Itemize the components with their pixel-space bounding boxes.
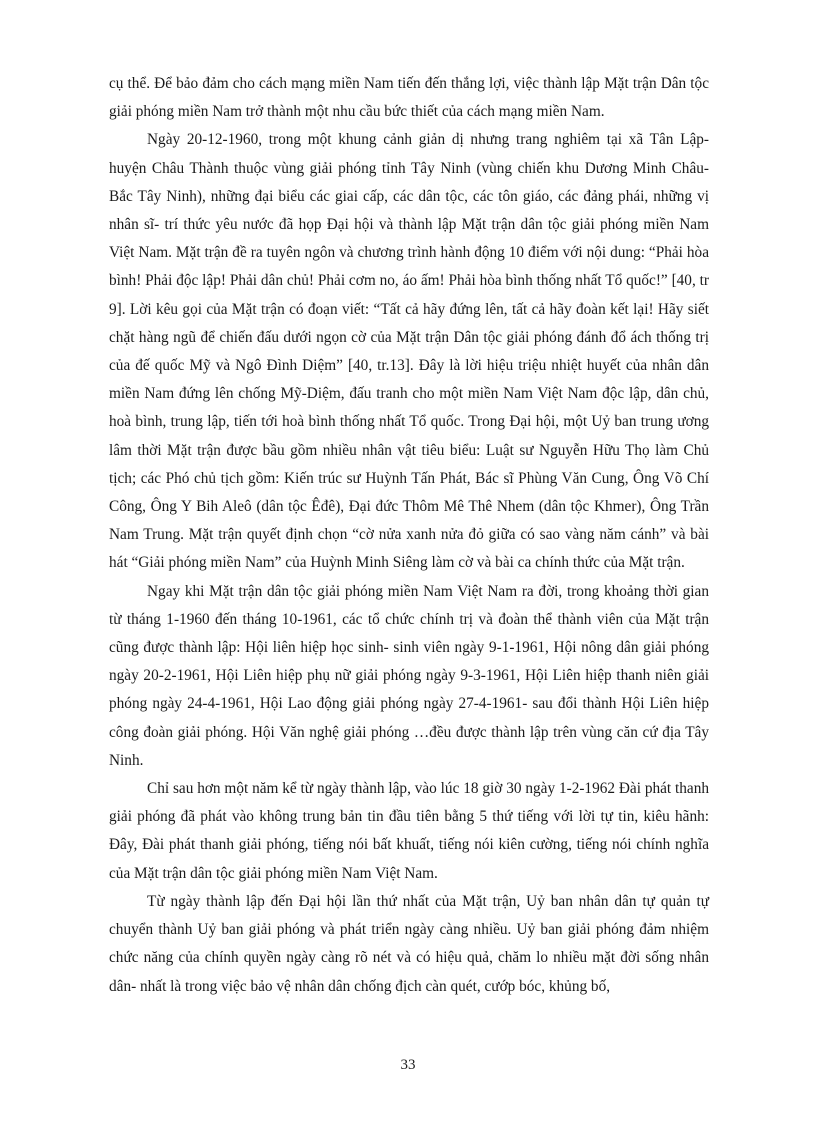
paragraph-3: Ngay khi Mặt trận dân tộc giải phóng miền Nam Việt Nam ra đời, trong khoảng thời gian từ tháng 1-1960 đến tháng 10-1961, các tổ chức chính trị và đoàn thể thành viên của Mặt trận cũng được thành lập: Hội liên hiệp học sinh- sinh viên ngày 9-1-1961, Hội nông dân giải phóng ngày 20-2-1961, Hội Liên hiệp phụ nữ giải phóng ngày 9-3-1961, Hội Liên hiệp thanh niên giải phóng ngày 24-4-1961, Hội Lao động giải phóng ngày 27-4-1961- sau đổi thành Hội Liên hiệp công đoàn giải phóng. Hội Văn nghệ giải phóng …đều được thành lập trên vùng căn cứ địa Tây Ninh. — [109, 582, 709, 769]
paragraph-1: cụ thể. Để bảo đảm cho cách mạng miền Nam tiến đến thắng lợi, việc thành lập Mặt trận Dân tộc giải phóng miền Nam trở thành một nhu cầu bức thiết của cách mạng miền Nam. — [109, 75, 709, 121]
paragraph-4: Chỉ sau hơn một năm kể từ ngày thành lập, vào lúc 18 giờ 30 ngày 1-2-1962 Đài phát thanh giải phóng đã phát vào không trung bản tin đầu tiên bằng 5 thứ tiếng với lời tự tin, kiêu hãnh: Đây, Đài phát thanh giải phóng, tiếng nói bất khuất, tiếng nói kiên cường, tiếng nói chính nghĩa của Mặt trận dân tộc giải phóng miền Nam Việt Nam. — [109, 780, 709, 882]
page-number: 33 — [400, 1057, 416, 1073]
document-body — [109, 70, 709, 1001]
paragraph-2: Ngày 20-12-1960, trong một khung cảnh giản dị nhưng trang nghiêm tại xã Tân Lập- huyện Châu Thành thuộc vùng giải phóng tỉnh Tây Ninh (vùng chiến khu Dương Minh Châu- Bắc Tây Ninh), những đại biểu các giai cấp, các dân tộc, các tôn giáo, các đảng phái, những vị nhân sĩ- trí thức yêu nước đã họp Đại hội và thành lập Mặt trận dân tộc giải phóng miền Nam Việt Nam. Mặt trận đề ra tuyên ngôn và chương trình hành động 10 điểm với nội dung: “Phải hòa bình! Phải độc lập! Phải dân chủ! Phải cơm no, áo ấm! Phải hòa bình thống nhất Tổ quốc!” [40, tr 9]. Lời kêu gọi của Mặt trận có đoạn viết: “Tất cả hãy đứng lên, tất cả hãy đoàn kết lại! Hãy siết chặt hàng ngũ để chiến đấu dưới ngọn cờ của Mặt trận Dân tộc giải phóng đánh đổ ách thống trị của đế quốc Mỹ và Ngô Đình Diệm” [40, tr.13]. Đây là lời hiệu triệu nhiệt huyết của nhân dân miền Nam đứng lên chống Mỹ-Diệm, đấu tranh cho một miền Nam Việt Nam độc lập, dân chủ, hoà bình, trung lập, tiến tới hoà bình thống nhất Tổ quốc. Trong Đại hội, một Uỷ ban trung ương lâm thời Mặt trận được bầu gồm nhiều nhân vật tiêu biểu: Luật sư Nguyễn Hữu Thọ làm Chủ tịch; các Phó chủ tịch gồm: Kiến trúc sư Huỳnh Tấn Phát, Bác sĩ Phùng Văn Cung, Ông Võ Chí Công, Ông Y Bih Aleô (dân tộc Êđê), Đại đức Thôm Mê Thê Nhem (dân tộc Khmer), Ông Trần Nam Trung. Mặt trận quyết định chọn “cờ nửa xanh nửa đỏ giữa có sao vàng năm cánh” và bài hát “Giải phóng miền Nam” của Huỳnh Minh Siêng làm cờ và bài ca chính thức của Mặt trận. — [109, 131, 709, 572]
paragraph-5: Từ ngày thành lập đến Đại hội lần thứ nhất của Mặt trận, Uỷ ban nhân dân tự quản tự chuyển thành Uỷ ban giải phóng và phát triển ngày càng nhiều. Uỷ ban giải phóng đảm nhiệm chức năng của chính quyền ngày càng rõ nét và có hiệu quả, chăm lo nhiều mặt đời sống nhân dân- nhất là trong việc bảo vệ nhân dân chống địch càn quét, cướp bóc, khủng bố, — [109, 892, 709, 995]
